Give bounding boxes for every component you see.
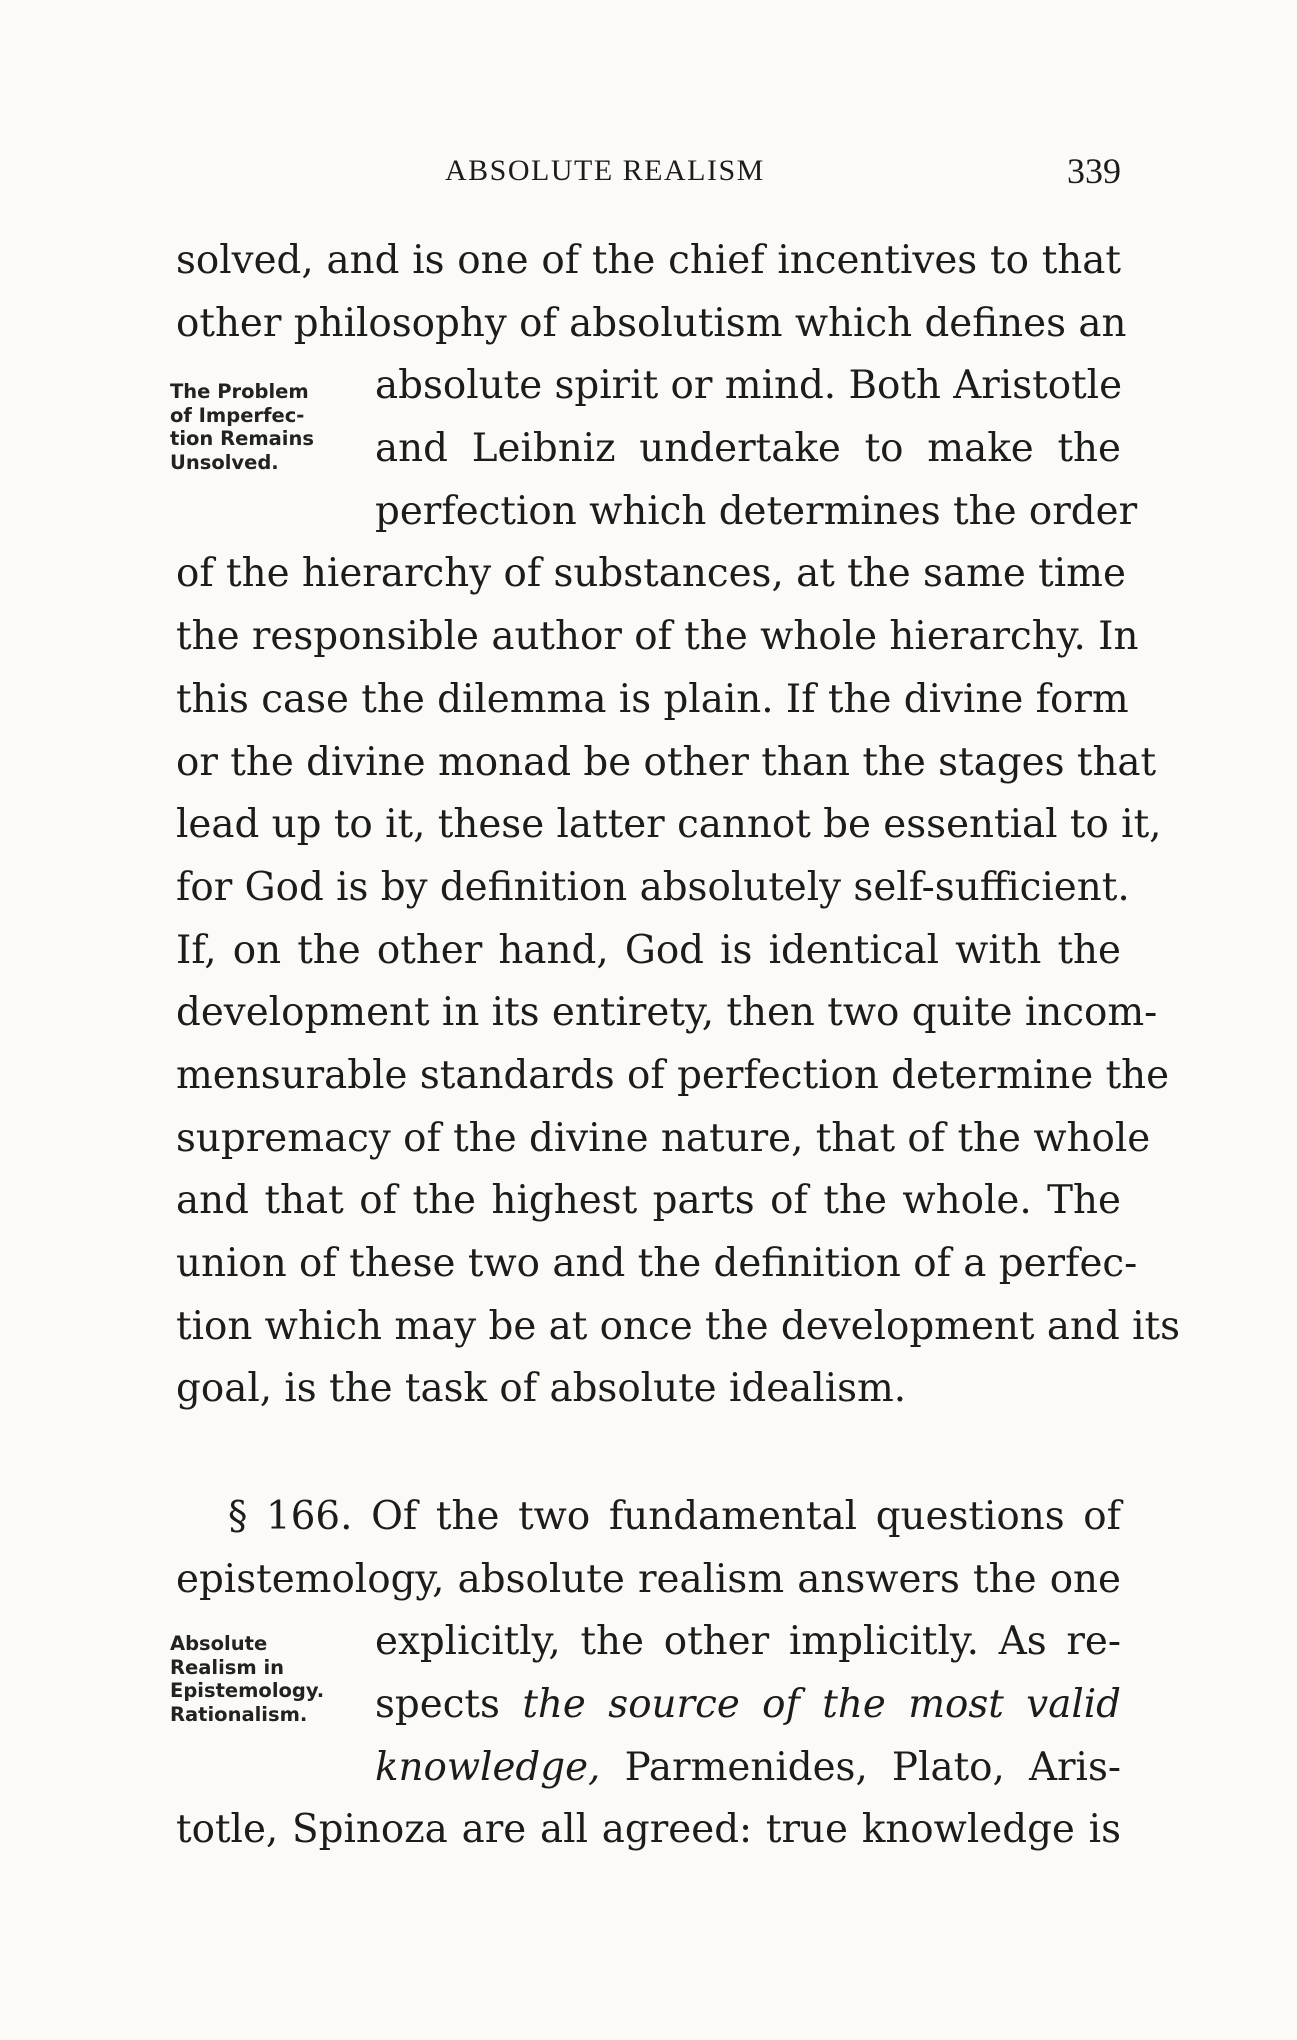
text-line: or the divine monad be other than the stages that	[176, 739, 1157, 785]
text-line: and Leibniz undertake to make the	[375, 426, 1121, 472]
text-line: § 166. Of the two fundamental questions of	[228, 1494, 1121, 1539]
text-line: totle, Spinoza are all agreed: true knowledge is	[176, 1807, 1121, 1853]
text-line: this case the dilemma is plain. If the divine form	[176, 676, 1129, 722]
italic-phrase: knowledge,	[375, 1744, 601, 1790]
text-line: If, on the other hand, God is identical with the	[176, 927, 1121, 973]
sidenote-line: The Problem	[170, 380, 309, 403]
text-line: tion which may be at once the development and its	[176, 1303, 1181, 1349]
text-fragment: Parmenides, Plato, Aris-	[624, 1744, 1121, 1790]
text-line: lead up to it, these latter cannot be essential to it,	[176, 802, 1162, 848]
page-number: 339	[1067, 151, 1121, 191]
sidenote-line: Epistemology.	[170, 1679, 325, 1702]
text-line: supremacy of the divine nature, that of the whole	[176, 1115, 1151, 1161]
text-line: explicitly, the other implicitly. As re-	[375, 1619, 1121, 1665]
text-line: mensurable standards of perfection determine the	[176, 1052, 1170, 1098]
text-line	[375, 1737, 1121, 1800]
sidenote-line: Absolute	[170, 1632, 268, 1655]
text-line: other philosophy of absolutism which defines an	[176, 300, 1127, 346]
paragraph-section-166	[176, 1486, 1121, 1862]
sidenote-line: of Imperfec-	[170, 403, 305, 427]
page-header	[176, 146, 1121, 196]
text-line: goal, is the task of absolute idealism.	[176, 1366, 907, 1412]
text-line: for God is by definition absolutely self-sufficient.	[176, 864, 1130, 910]
text-line: union of these two and the definition of a perfec-	[176, 1241, 1138, 1286]
sidenote-line: Realism in	[170, 1655, 285, 1679]
text-fragment: spects	[375, 1682, 500, 1728]
paragraph-continuation	[176, 230, 1181, 1421]
text-line: epistemology, absolute realism answers the one	[176, 1556, 1121, 1602]
text-line: the responsible author of the whole hierarchy. In	[176, 614, 1139, 660]
text-line: of the hierarchy of substances, at the same time	[176, 551, 1126, 597]
text-line: perfection which determines the order	[375, 488, 1138, 534]
italic-phrase: the source of the most valid	[522, 1682, 1121, 1728]
running-title: ABSOLUTE REALISM	[445, 154, 765, 187]
text-line	[375, 1674, 1121, 1737]
sidenote-line: Rationalism.	[170, 1702, 308, 1726]
sidenote-line: tion Remains	[170, 427, 314, 450]
text-line: and that of the highest parts of the whole. The	[176, 1178, 1121, 1224]
text-line: development in its entirety, then two quite incom-	[176, 990, 1158, 1036]
sidenote-line: Unsolved.	[170, 450, 279, 474]
text-line: solved, and is one of the chief incentives to that	[176, 238, 1121, 283]
text-line: absolute spirit or mind. Both Aristotle	[375, 363, 1123, 409]
